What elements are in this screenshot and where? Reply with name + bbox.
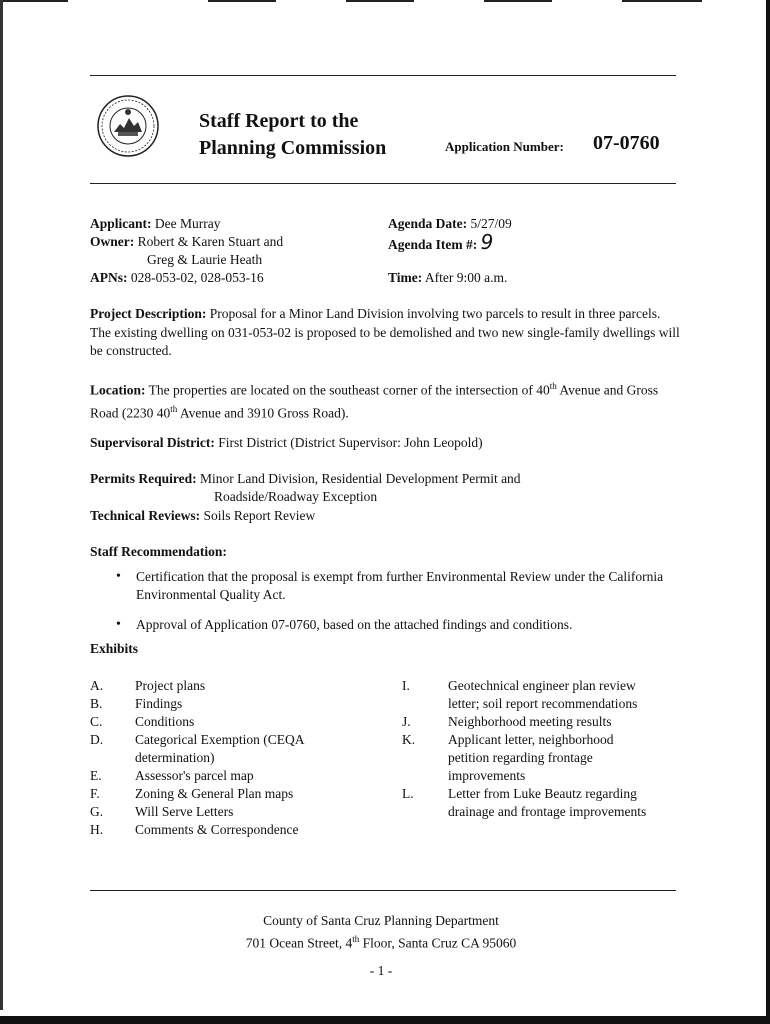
scan-edge-bottom	[0, 1016, 770, 1024]
permits-label: Permits Required:	[90, 471, 197, 486]
exhibit-text: Applicant letter, neighborhood petition regarding frontage improvements	[448, 732, 614, 783]
exhibit-item	[90, 677, 350, 695]
exhibit-text: Conditions	[135, 714, 195, 729]
footer-line2-sup: th	[352, 934, 360, 944]
recommendation-item-2: • Approval of Application 07-0760, based on the attached findings and conditions.	[112, 616, 672, 634]
exhibit-item	[90, 731, 350, 767]
exhibit-text: Categorical Exemption (CEQA determination)	[135, 732, 304, 765]
county-seal-icon	[96, 94, 160, 158]
agenda-date-label: Agenda Date:	[388, 216, 468, 231]
time-label: Time:	[388, 270, 423, 285]
supervisoral-district	[90, 434, 483, 452]
location	[90, 377, 680, 423]
apns-row	[90, 269, 264, 287]
permits-line1: Minor Land Division, Residential Development Permit and	[199, 471, 521, 486]
owner-label: Owner:	[90, 234, 135, 249]
exhibit-item	[90, 803, 350, 821]
exhibit-item	[402, 713, 674, 731]
owner-value-line1: Robert & Karen Stuart and	[137, 234, 284, 249]
exhibit-item	[90, 785, 350, 803]
exhibit-letter: L.	[402, 786, 414, 801]
report-title	[199, 108, 386, 162]
exhibit-item	[90, 695, 350, 713]
exhibit-letter: I.	[402, 678, 410, 693]
location-sup-2: th	[170, 404, 178, 414]
footer-line1: County of Santa Cruz Planning Department	[263, 913, 499, 928]
exhibit-letter: A.	[90, 678, 104, 693]
scan-edge-right	[766, 0, 770, 1024]
supervisoral-district-text: First District (District Supervisor: John Leopold)	[218, 435, 483, 450]
exhibit-item	[402, 677, 674, 713]
recommendation-item-1: • Certification that the proposal is exempt from further Environmental Review under the California Environmental Quality Act.	[112, 568, 672, 604]
technical-reviews	[90, 507, 315, 525]
apns-label: APNs:	[90, 270, 128, 285]
project-description-label: Project Description:	[90, 306, 207, 321]
project-description-text: Proposal for a Minor Land Division involving two parcels to result in three parcels. The existing dwelling on 031-053-02 is proposed to be demolished and two new single-family dwellings will be constructed.	[90, 306, 680, 358]
exhibit-item	[90, 713, 350, 731]
permits-required	[90, 470, 521, 488]
applicant-label: Applicant:	[90, 216, 152, 231]
exhibit-item	[90, 767, 350, 785]
report-title-line1: Staff Report to the	[199, 110, 359, 132]
scan-edge-left	[0, 0, 3, 1010]
exhibit-letter: G.	[90, 804, 104, 819]
footer-line2	[90, 930, 672, 953]
exhibits-label: Exhibits	[90, 641, 139, 656]
staff-recommendation-label: Staff Recommendation:	[90, 544, 227, 559]
report-title-line2: Planning Commission	[199, 137, 387, 159]
location-text-1: The properties are located on the southeast corner of the intersection of 40	[148, 382, 550, 398]
agenda-date-value: 5/27/09	[470, 216, 512, 231]
application-number-label: Application Number:	[445, 139, 564, 154]
owner-value-line2: Greg & Laurie Heath	[147, 252, 263, 267]
location-text-3: Avenue and 3910 Gross Road).	[177, 405, 349, 421]
exhibit-item	[402, 785, 674, 821]
header-rule-top	[90, 75, 676, 76]
footer-line2-b: Floor, Santa Cruz CA 95060	[359, 935, 517, 951]
exhibit-text: Letter from Luke Beautz regarding drainage and frontage improvements	[448, 786, 647, 819]
exhibits-list-right	[402, 677, 674, 821]
applicant-value: Dee Murray	[154, 216, 221, 231]
exhibit-text: Neighborhood meeting results	[448, 714, 612, 729]
exhibit-text: Will Serve Letters	[135, 804, 234, 819]
exhibit-letter: D.	[90, 732, 104, 747]
apns-value: 028-053-02, 028-053-16	[130, 270, 264, 285]
location-label: Location:	[90, 382, 146, 398]
exhibit-letter: K.	[402, 732, 416, 747]
exhibit-letter: E.	[90, 768, 102, 783]
project-description	[90, 305, 680, 361]
supervisoral-district-label: Supervisoral District:	[90, 435, 215, 450]
scan-edge-top	[0, 0, 770, 4]
exhibit-text: Comments & Correspondence	[135, 822, 299, 837]
footer-rule	[90, 890, 676, 891]
time-value: After 9:00 a.m.	[424, 270, 508, 285]
exhibit-text: Project plans	[135, 678, 206, 693]
exhibit-item	[402, 731, 674, 785]
exhibit-item	[90, 821, 350, 839]
exhibit-letter: H.	[90, 822, 104, 837]
exhibit-text: Zoning & General Plan maps	[135, 786, 294, 801]
agenda-item-row	[388, 230, 494, 254]
technical-reviews-label: Technical Reviews:	[90, 508, 201, 523]
exhibit-letter: J.	[402, 714, 411, 729]
exhibit-letter: C.	[90, 714, 103, 729]
exhibit-letter: B.	[90, 696, 103, 711]
page-number: - 1 -	[369, 963, 393, 978]
permits-line2: Roadside/Roadway Exception	[214, 489, 378, 504]
exhibit-text: Geotechnical engineer plan review letter; soil report recommendations	[448, 678, 638, 711]
technical-reviews-text: Soils Report Review	[203, 508, 316, 523]
agenda-item-value: 9	[480, 230, 494, 254]
exhibit-text: Findings	[135, 696, 183, 711]
application-number: 07-0760	[593, 132, 660, 154]
footer-address	[90, 912, 672, 953]
time-row	[388, 269, 507, 287]
agenda-item-label: Agenda Item #:	[388, 237, 478, 252]
applicant-row	[90, 215, 221, 233]
location-text-2: Avenue and Gross Road (2230 40	[90, 382, 659, 421]
exhibit-letter: F.	[90, 786, 100, 801]
header-rule-bottom	[90, 183, 676, 184]
footer-line2-a: 701 Ocean Street, 4	[245, 935, 353, 951]
owner-row	[90, 233, 283, 251]
location-sup-1: th	[549, 381, 557, 391]
exhibit-text: Assessor's parcel map	[135, 768, 254, 783]
exhibits-list-left	[90, 677, 350, 839]
staff-recommendation-list	[112, 568, 672, 646]
